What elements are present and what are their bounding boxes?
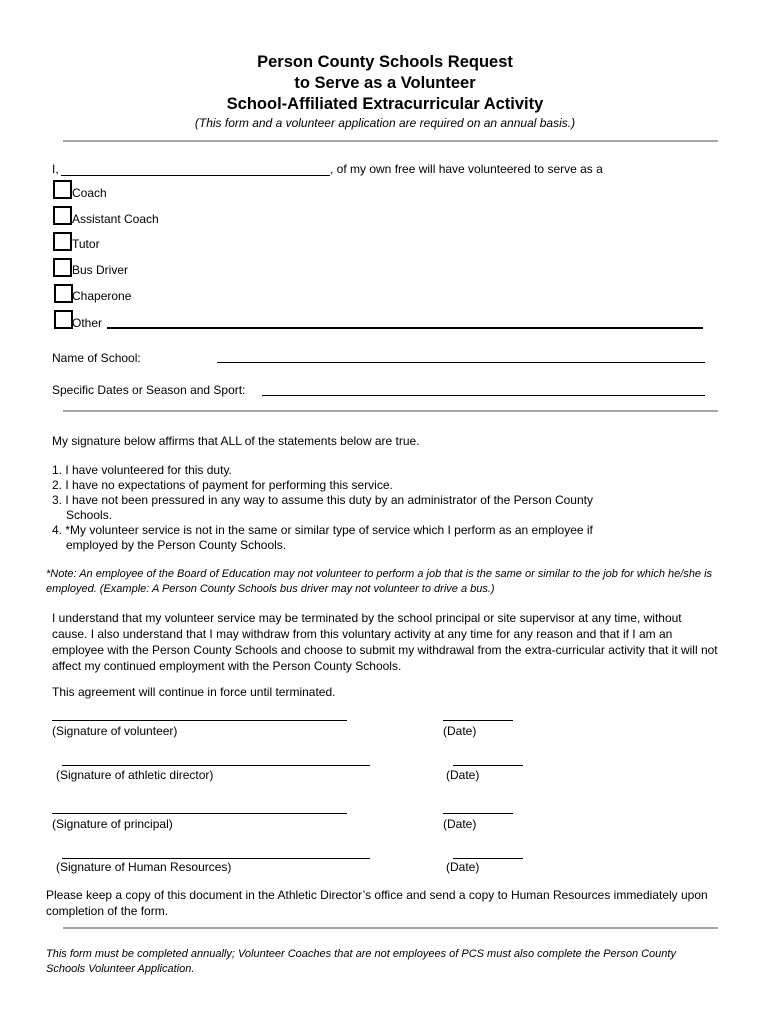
- role-label-bus-driver: Bus Driver: [72, 263, 129, 277]
- section-divider: [63, 410, 718, 412]
- statement-3: 3. I have not been pressured in any way to assume this duty by an administrator of the Person County: [52, 493, 593, 507]
- intro-prefix: I,: [52, 162, 59, 176]
- role-label-tutor: Tutor: [72, 237, 100, 251]
- signature-volunteer-label: (Signature of volunteer): [52, 724, 178, 738]
- form-title-line-3: School-Affiliated Extracurricular Activity: [226, 95, 544, 113]
- annual-completion-note: This form must be completed annually; Volunteer Coaches that are not employees of PCS must also complete the Person County Schools Volunteer Application.: [46, 948, 676, 975]
- date-human-resources-label: (Date): [446, 860, 480, 874]
- role-label-other: Other: [72, 316, 103, 330]
- form-title-line-2: to Serve as a Volunteer: [294, 74, 476, 92]
- date-athletic-director-line[interactable]: [453, 765, 523, 766]
- checkbox-bus-driver[interactable]: [53, 258, 72, 277]
- section-divider: [63, 140, 718, 142]
- role-label-coach: Coach: [72, 186, 107, 200]
- form-title-line-1: Person County Schools Request: [257, 53, 513, 71]
- date-principal-line[interactable]: [443, 813, 513, 814]
- other-role-field[interactable]: [107, 327, 703, 329]
- signature-human-resources-label: (Signature of Human Resources): [56, 860, 232, 874]
- signature-athletic-director-line[interactable]: [62, 765, 370, 766]
- volunteer-name-field[interactable]: [61, 175, 330, 176]
- statements-lead: My signature below affirms that ALL of the statements below are true.: [52, 434, 420, 448]
- understanding-paragraph: I understand that my volunteer service may be terminated by the school principal or site supervisor at any time, without cause. I also understand that I may withdraw from this voluntary activity at any time for any reason and that if I am an employee with the Person County Schools and choose to submit my withdrawal from the extra-curricular activity that it will not affect my continued employment with the Person County Schools.: [52, 611, 718, 673]
- checkbox-assistant-coach[interactable]: [53, 206, 72, 225]
- school-name-label: Name of School:: [52, 351, 141, 365]
- dates-sport-label: Specific Dates or Season and Sport:: [52, 383, 246, 397]
- statement-4-continued: employed by the Person County Schools.: [66, 538, 287, 552]
- statement-1: 1. I have volunteered for this duty.: [52, 463, 232, 477]
- checkbox-other[interactable]: [54, 310, 73, 329]
- dates-sport-field[interactable]: [262, 395, 705, 396]
- employee-note: *Note: An employee of the Board of Education may not volunteer to perform a job that is the same or similar to the job for which he/she is employed. (Example: A Person County Schools bus driver may not volunteer to drive a bus.): [46, 568, 713, 595]
- signature-principal-line[interactable]: [52, 813, 347, 814]
- copy-instruction: Please keep a copy of this document in the Athletic Director’s office and send a copy to Human Resources immediately upon completion of the form.: [46, 888, 708, 918]
- statement-2: 2. I have no expectations of payment for performing this service.: [52, 478, 393, 492]
- form-subtitle: (This form and a volunteer application are required on an annual basis.): [194, 116, 576, 130]
- agreement-text: This agreement will continue in force until terminated.: [52, 685, 336, 699]
- date-volunteer-line[interactable]: [443, 720, 513, 721]
- signature-principal-label: (Signature of principal): [52, 817, 173, 831]
- date-human-resources-line[interactable]: [453, 858, 523, 859]
- role-label-assistant-coach: Assistant Coach: [72, 212, 159, 226]
- school-name-field[interactable]: [217, 362, 705, 363]
- section-divider: [63, 927, 718, 929]
- signature-human-resources-line[interactable]: [62, 858, 370, 859]
- checkbox-tutor[interactable]: [53, 232, 72, 251]
- intro-suffix: , of my own free will have volunteered to serve as a: [330, 162, 603, 176]
- date-principal-label: (Date): [443, 817, 477, 831]
- role-label-chaperone: Chaperone: [72, 289, 132, 303]
- date-athletic-director-label: (Date): [446, 768, 480, 782]
- date-volunteer-label: (Date): [443, 724, 477, 738]
- statement-4: 4. *My volunteer service is not in the same or similar type of service which I perform as an employee if: [52, 523, 593, 537]
- signature-athletic-director-label: (Signature of athletic director): [56, 768, 214, 782]
- signature-volunteer-line[interactable]: [52, 720, 347, 721]
- checkbox-chaperone[interactable]: [54, 284, 73, 303]
- checkbox-coach[interactable]: [53, 180, 72, 199]
- statement-3-continued: Schools.: [66, 508, 113, 522]
